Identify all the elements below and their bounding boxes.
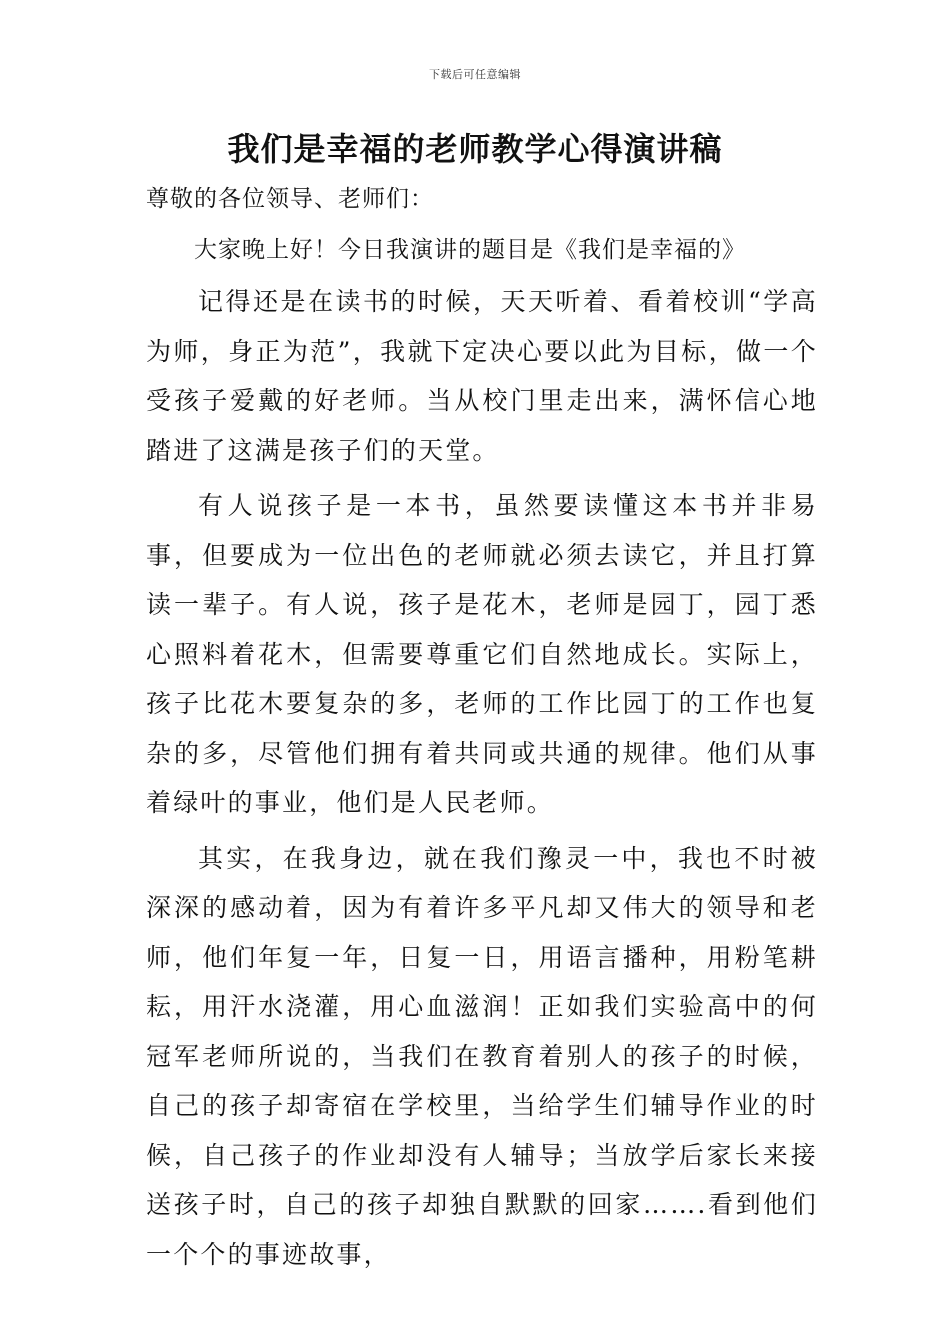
header-note: 下载后可任意编辑 [429, 68, 521, 81]
paragraph: 其实，在我身边，就在我们豫灵一中，我也不时被深深的感动着，因为有着许多平凡却又伟大的领导和老师，他们年复一年，日复一日，用语言播种，用粉笔耕耘，用汗水浇灌，用心血滋润！正如我们实验高中的何冠军老师所说的，当我们在教育着别人的孩子的时候，自己的孩子却寄宿在学校里，当给学生们辅导作业的时候，自己孩子的作业却没有人辅导；当放学后家长来接送孩子时，自己的孩子却独自默默的回家…….看到他们一个个的事迹故事， [146, 843, 818, 1269]
paragraph: 有人说孩子是一本书，虽然要读懂这本书并非易事，但要成为一位出色的老师就必须去读它，并且打算读一辈子。有人说，孩子是花木，老师是园丁，园丁悉心照料着花木，但需要尊重它们自然地成长。实际上，孩子比花木要复杂的多，老师的工作比园丁的工作也复杂的多，尽管他们拥有着共同或共通的规律。他们从事着绿叶的事业，他们是人民老师。 [146, 491, 818, 817]
paragraph: 记得还是在读书的时候，天天听着、看着校训“学高为师，身正为范”，我就下定决心要以此为目标，做一个受孩子爱戴的好老师。当从校门里走出来，满怀信心地踏进了这满是孩子们的天堂。 [146, 287, 818, 465]
document-title: 我们是幸福的老师教学心得演讲稿 [227, 130, 723, 168]
greeting: 大家晚上好！今日我演讲的题目是《我们是幸福的》 [194, 237, 746, 263]
salutation: 尊敬的各位领导、老师们： [146, 186, 434, 212]
document-body [146, 178, 818, 1279]
